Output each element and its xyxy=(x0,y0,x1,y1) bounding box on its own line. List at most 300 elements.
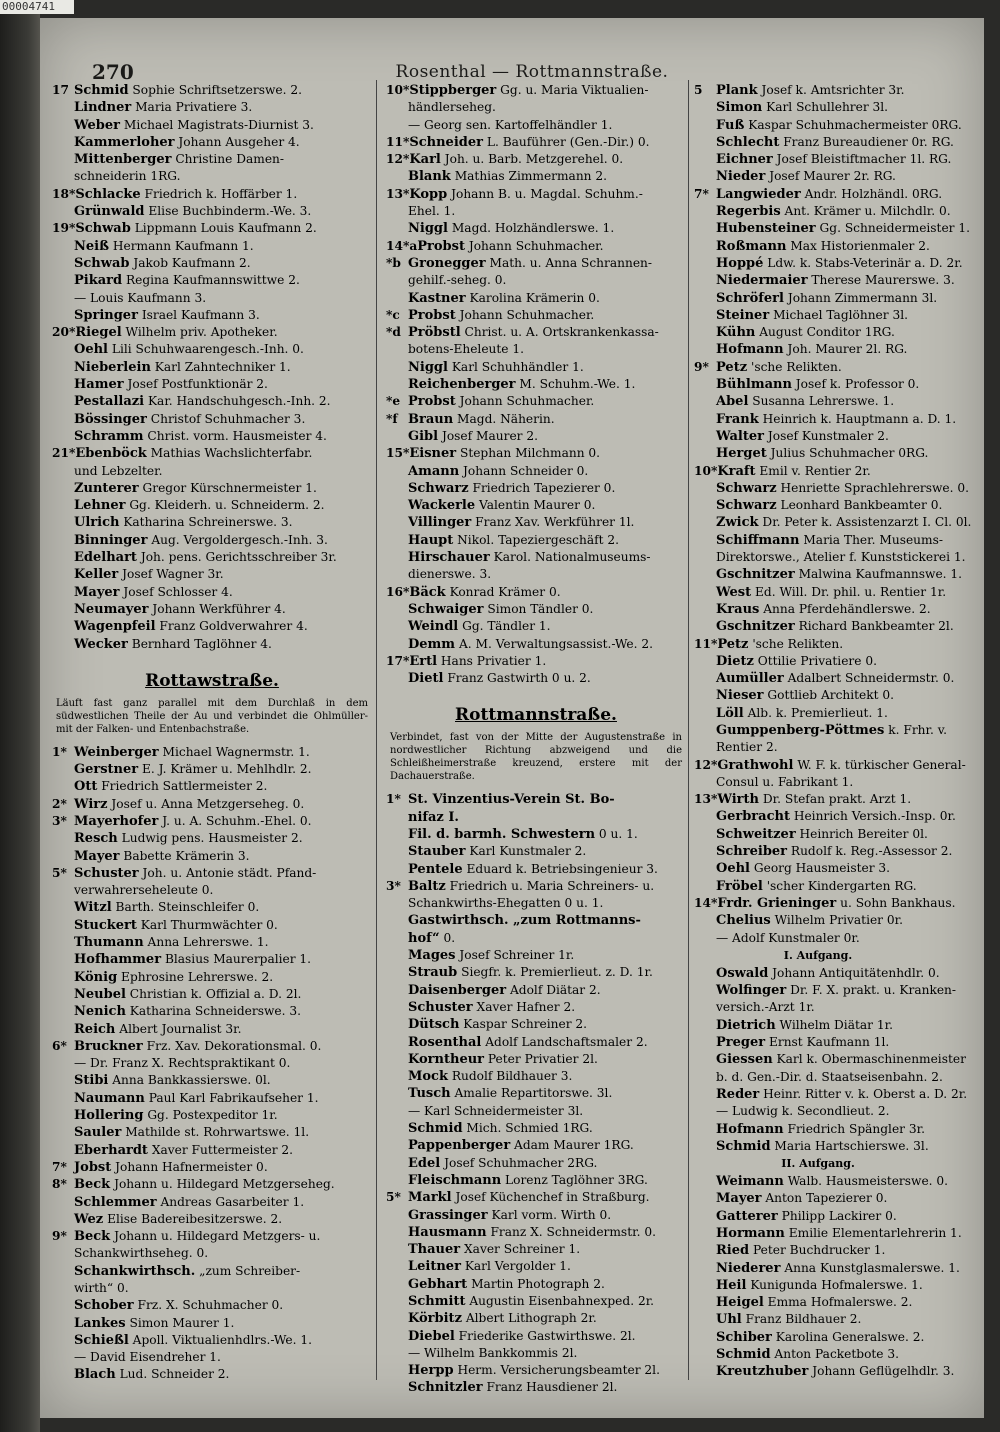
directory-entry xyxy=(52,1366,372,1383)
directory-entry xyxy=(52,1090,372,1107)
resident-details: Ephrosine Lehrerswe. 2. xyxy=(121,969,274,984)
directory-entry xyxy=(694,860,942,877)
resident-details: wirth“ 0. xyxy=(74,1281,129,1295)
resident-surname: Rosenthal xyxy=(408,1034,482,1050)
directory-entry xyxy=(386,930,686,947)
directory-entry xyxy=(52,865,372,882)
resident-surname: Neubel xyxy=(74,986,126,1002)
column-middle xyxy=(386,82,686,1397)
resident-surname: Edelhart xyxy=(74,550,137,566)
directory-entry xyxy=(694,532,942,549)
resident-details: Josef Schuhmacher 2RG. xyxy=(444,1155,598,1170)
house-number: 5* xyxy=(52,865,67,880)
directory-entry xyxy=(52,761,372,778)
directory-entry xyxy=(386,1051,686,1068)
resident-details: Peter Buchdrucker 1. xyxy=(752,1243,886,1258)
directory-entry xyxy=(52,307,372,324)
resident-details: Henriette Sprachlehrerswe. 0. xyxy=(780,480,970,495)
resident-surname: Bäck xyxy=(409,584,446,600)
directory-entry xyxy=(52,566,372,583)
directory-entry xyxy=(694,878,942,895)
resident-surname: Regerbis xyxy=(716,204,781,220)
directory-entry xyxy=(386,999,686,1016)
resident-details: Joh. u. Antonie städt. Pfand- xyxy=(142,865,317,880)
directory-entry xyxy=(386,238,686,255)
resident-details: Adalbert Schneidermstr. 0. xyxy=(787,671,955,686)
resident-details: Georg Hausmeister 3. xyxy=(753,861,891,876)
resident-surname: Gumppenberg-Pöttmes xyxy=(716,722,885,738)
directory-entry xyxy=(694,272,955,289)
resident-details: b. d. Gen.-Dir. d. Staatseisenbahn. 2. xyxy=(716,1069,943,1084)
resident-surname: Walter xyxy=(716,428,764,444)
resident-details: Magd. Holzhändlerswe. 1. xyxy=(451,221,615,236)
entry-list xyxy=(694,82,972,1381)
resident-surname: Gerbracht xyxy=(716,809,790,825)
resident-details: Emilie Elementarlehrerin 1. xyxy=(788,1226,962,1240)
entry-list xyxy=(52,744,372,1384)
directory-entry xyxy=(52,899,372,916)
directory-entry xyxy=(694,1277,942,1294)
directory-entry xyxy=(694,480,970,497)
directory-entry xyxy=(52,951,372,968)
resident-surname: Stibi xyxy=(74,1073,109,1089)
resident-details: verwahrerseheleute 0. xyxy=(74,883,214,898)
resident-details: Katharina Schreinerswe. 3. xyxy=(123,515,293,530)
resident-surname: Gatterer xyxy=(716,1208,778,1224)
resident-surname: Oehl xyxy=(74,342,108,358)
directory-entry xyxy=(52,796,372,813)
directory-entry xyxy=(694,722,948,739)
resident-surname: Zunterer xyxy=(74,480,139,496)
directory-entry xyxy=(694,653,942,670)
resident-details: Hermann Kaufmann 1. xyxy=(112,238,254,253)
resident-surname: Petz xyxy=(717,636,749,652)
resident-details: Heinrich Versich.-Insp. 0r. xyxy=(793,809,956,824)
directory-entry xyxy=(386,220,686,237)
resident-details: Lippmann Louis Kaufmann 2. xyxy=(134,221,317,236)
resident-details: Sophie Schriftsetzerswe. 2. xyxy=(132,83,302,97)
resident-details: Karolina Krämerin 0. xyxy=(469,290,600,305)
resident-surname: Schmid xyxy=(74,83,129,98)
directory-entry xyxy=(386,1379,686,1396)
resident-surname: Mayer xyxy=(74,584,120,600)
directory-entry xyxy=(386,117,686,134)
resident-surname: Schuster xyxy=(408,999,473,1015)
directory-entry xyxy=(52,1072,372,1089)
directory-entry xyxy=(694,186,942,203)
directory-entry xyxy=(52,848,372,865)
resident-details: Ldw. k. Stabs-Veterinär a. D. 2r. xyxy=(767,255,963,270)
resident-details: Christof Schuhmacher 3. xyxy=(150,411,306,426)
section-title: Rottmannstraße. xyxy=(455,705,617,726)
directory-entry xyxy=(694,1069,942,1086)
directory-entry xyxy=(52,813,372,830)
resident-surname: Beck xyxy=(74,1177,111,1193)
resident-details: Josef Postfunktionär 2. xyxy=(127,377,268,392)
resident-details: 0. xyxy=(443,930,456,945)
resident-surname: Fuß xyxy=(716,117,745,133)
resident-surname: Löll xyxy=(716,705,744,721)
house-number: 3* xyxy=(52,813,67,828)
resident-details: Gottlieb Architekt 0. xyxy=(767,688,895,703)
resident-details: Mathias Zimmermann 2. xyxy=(454,169,608,184)
directory-entry xyxy=(52,1280,372,1297)
resident-surname: Ried xyxy=(716,1243,750,1259)
resident-surname: Schlemmer xyxy=(74,1194,157,1210)
resident-surname: Hollering xyxy=(74,1108,144,1124)
resident-details: Simon Tändler 0. xyxy=(487,601,594,616)
directory-entry xyxy=(52,986,372,1003)
directory-entry xyxy=(386,1258,686,1275)
directory-entry xyxy=(386,168,686,185)
resident-details: Johann B. u. Magdal. Schuhm.- xyxy=(451,186,643,201)
directory-entry xyxy=(694,134,954,151)
directory-entry xyxy=(694,982,957,999)
directory-entry xyxy=(386,324,686,341)
house-number: *e xyxy=(386,394,401,409)
directory-entry xyxy=(52,1332,372,1349)
resident-surname: Schmitt xyxy=(408,1294,466,1309)
resident-details: Gg. Tändler 1. xyxy=(462,619,551,634)
resident-details: Aug. Vergoldergesch.-Inh. 3. xyxy=(151,532,328,547)
directory-entry xyxy=(386,1310,686,1327)
directory-entry xyxy=(386,290,686,307)
house-number: 6* xyxy=(52,1038,67,1053)
column-right xyxy=(694,82,972,1381)
resident-surname: Baltz xyxy=(408,878,446,894)
directory-entry xyxy=(694,82,942,99)
directory-entry xyxy=(386,895,686,912)
directory-entry xyxy=(52,1038,372,1055)
resident-surname: Schwaiger xyxy=(408,601,484,617)
resident-surname: Zwick xyxy=(716,515,759,531)
resident-details: Josef Schlosser 4. xyxy=(123,584,233,599)
directory-entry xyxy=(694,117,962,134)
entry-list xyxy=(386,791,686,1396)
resident-surname: Eisner xyxy=(409,446,457,462)
resident-surname: Kreutzhuber xyxy=(716,1364,809,1380)
directory-entry xyxy=(694,307,942,324)
house-number: 5* xyxy=(386,1190,401,1205)
resident-surname: Neiß xyxy=(74,238,109,254)
resident-details: Andreas Gasarbeiter 1. xyxy=(160,1194,305,1209)
resident-surname: Gschnitzer xyxy=(716,567,795,583)
resident-details: Christ. vorm. Hausmeister 4. xyxy=(147,428,327,443)
resident-surname: Eberhardt xyxy=(74,1142,148,1158)
resident-surname: Springer xyxy=(74,307,138,323)
resident-details: Augustin Eisenbahnexped. 2r. xyxy=(469,1294,655,1308)
resident-surname: Korntheur xyxy=(408,1051,485,1067)
house-number: 9* xyxy=(694,359,709,374)
directory-entry xyxy=(386,964,686,981)
directory-entry xyxy=(694,514,972,531)
resident-details: Richard Bankbeamter 2l. xyxy=(798,619,954,634)
directory-entry xyxy=(694,1086,968,1103)
resident-details: Gregor Kürschnermeister 1. xyxy=(142,480,317,495)
directory-entry xyxy=(694,393,942,410)
directory-entry xyxy=(52,1021,372,1038)
resident-details: Franz Xav. Werkführer 1l. xyxy=(475,515,635,530)
resident-details: Johann Schuhmacher. xyxy=(468,238,604,253)
resident-details: Karl vorm. Wirth 0. xyxy=(491,1207,612,1222)
directory-entry xyxy=(52,341,372,358)
house-number: 8* xyxy=(52,1177,67,1192)
resident-surname: Jobst xyxy=(74,1159,112,1175)
resident-details: Ottilie Privatiere 0. xyxy=(757,653,877,668)
resident-surname: Grassinger xyxy=(408,1207,488,1223)
resident-surname: Chelius xyxy=(716,913,771,929)
directory-entry xyxy=(386,134,686,151)
resident-surname: Wecker xyxy=(74,636,128,652)
directory-entry xyxy=(386,878,686,895)
directory-entry xyxy=(694,705,942,722)
resident-details: Karl Kunstmaler 2. xyxy=(469,844,587,859)
resident-details: Kaspar Schreiner 2. xyxy=(463,1017,588,1032)
resident-details: Hans Privatier 1. xyxy=(440,653,547,668)
resident-details: Christine Damen- xyxy=(175,152,285,167)
resident-details: M. Schuhm.-We. 1. xyxy=(519,377,636,392)
directory-entry xyxy=(386,151,686,168)
directory-entry xyxy=(52,203,372,220)
house-number: 18* xyxy=(52,186,76,201)
directory-entry xyxy=(386,843,686,860)
resident-details: Walb. Hausmeisterswe. 0. xyxy=(787,1174,949,1189)
directory-entry xyxy=(694,965,942,982)
resident-surname: Thauer xyxy=(408,1242,461,1258)
directory-entry xyxy=(386,99,686,116)
directory-entry xyxy=(694,203,951,220)
directory-entry xyxy=(386,1120,686,1137)
directory-entry xyxy=(386,1328,686,1345)
entry-list xyxy=(386,82,686,687)
directory-entry xyxy=(386,1241,686,1258)
resident-details: Rudolf k. Reg.-Assessor 2. xyxy=(790,844,953,859)
resident-details: Michael Wagnermstr. 1. xyxy=(162,744,310,759)
directory-entry xyxy=(694,670,955,687)
house-number: *b xyxy=(386,255,401,270)
resident-surname: Villinger xyxy=(408,515,472,531)
resident-surname: Mayer xyxy=(74,848,120,864)
directory-entry xyxy=(52,255,372,272)
resident-details: Heinr. Ritter v. k. Oberst a. D. 2r. xyxy=(763,1086,968,1101)
resident-surname: Schmid xyxy=(716,1138,771,1154)
resident-details: Josef Kunstmaler 2. xyxy=(767,428,889,443)
resident-details: Johann Schuhmacher. xyxy=(459,307,595,322)
resident-surname: Schramm xyxy=(74,428,144,444)
resident-surname: Dietl xyxy=(408,671,444,687)
resident-surname: Blach xyxy=(74,1367,116,1383)
resident-details: „zum Schreiber- xyxy=(199,1263,301,1278)
resident-surname: Pappenberger xyxy=(408,1138,511,1154)
resident-details: Lili Schuhwaarengesch.-Inh. 0. xyxy=(111,342,304,357)
directory-entry xyxy=(52,969,372,986)
resident-surname: Hausmann xyxy=(408,1224,487,1240)
resident-surname: Herget xyxy=(716,446,767,462)
directory-entry xyxy=(386,791,686,808)
book-binding xyxy=(0,0,40,1432)
resident-surname: Neumayer xyxy=(74,601,149,617)
house-number: 2* xyxy=(52,796,67,811)
resident-surname: Wackerle xyxy=(408,498,476,514)
resident-details: Ludwig pens. Hausmeister 2. xyxy=(121,831,303,846)
house-number: 15* xyxy=(386,446,410,461)
house-number: 7* xyxy=(52,1159,67,1174)
resident-details: Josef k. Professor 0. xyxy=(795,377,920,392)
directory-entry xyxy=(52,1211,372,1228)
directory-entry xyxy=(52,1124,372,1141)
resident-details: Andr. Holzhändl. 0RG. xyxy=(804,186,943,201)
resident-surname: Reich xyxy=(74,1021,116,1037)
house-number: 5 xyxy=(694,83,703,97)
directory-entry xyxy=(694,376,942,393)
resident-surname: Wirz xyxy=(74,796,108,812)
directory-entry xyxy=(694,1294,942,1311)
directory-entry xyxy=(386,618,686,635)
resident-details: Friedrich Tapezierer 0. xyxy=(472,480,616,495)
resident-details: Emma Hofmalerswe. 2. xyxy=(767,1295,913,1310)
directory-entry xyxy=(386,514,686,531)
directory-entry xyxy=(386,653,686,670)
resident-surname: Hofmann xyxy=(716,342,784,358)
resident-details: Jakob Kaufmann 2. xyxy=(133,255,251,270)
resident-details: Anton Tapezierer 0. xyxy=(765,1191,888,1206)
resident-surname: Nenich xyxy=(74,1004,126,1020)
directory-entry xyxy=(52,134,372,151)
directory-entry xyxy=(52,445,372,462)
resident-surname: Sauler xyxy=(74,1125,122,1141)
directory-entry xyxy=(386,428,686,445)
directory-entry xyxy=(694,168,942,185)
directory-entry xyxy=(52,99,372,116)
directory-entry xyxy=(694,1190,942,1207)
resident-surname: Binninger xyxy=(74,532,148,548)
resident-surname: Schnitzler xyxy=(408,1380,483,1396)
resident-surname: Mock xyxy=(408,1069,448,1085)
directory-entry xyxy=(694,636,942,653)
resident-details: J. u. A. Schuhm.-Ehel. 0. xyxy=(162,813,312,828)
house-number: 3* xyxy=(386,878,401,893)
resident-details: — Karl Schneidermeister 3l. xyxy=(408,1103,584,1118)
resident-details: Michael Magistrats-Diurnist 3. xyxy=(123,117,314,132)
resident-surname: Weimann xyxy=(716,1174,784,1190)
resident-surname: Witzl xyxy=(74,900,112,916)
resident-surname: Oswald xyxy=(716,965,769,981)
resident-surname: Kammerloher xyxy=(74,134,175,150)
resident-details: Magd. Näherin. xyxy=(457,411,555,426)
resident-details: Johann u. Hildegard Metzgers- u. xyxy=(114,1229,321,1244)
resident-surname: Schmid xyxy=(716,1347,771,1363)
resident-surname: Nieser xyxy=(716,688,764,704)
resident-details: Franz Goldverwahrer 4. xyxy=(159,619,308,634)
resident-surname: Amann xyxy=(408,463,460,479)
sub-heading: II. Aufgang. xyxy=(781,1157,855,1171)
resident-details: Anton Packetbote 3. xyxy=(774,1347,900,1362)
resident-surname: Nieberlein xyxy=(74,359,151,375)
directory-entry xyxy=(694,497,942,514)
resident-details: Dr. F. X. prakt. u. Kranken- xyxy=(790,983,957,998)
directory-entry xyxy=(52,882,372,899)
directory-entry xyxy=(694,618,954,635)
resident-surname: Schwarz xyxy=(716,480,777,496)
house-number: 12* xyxy=(386,152,410,167)
resident-details: Frz. X. Schuhmacher 0. xyxy=(137,1298,284,1313)
directory-entry xyxy=(694,826,942,843)
resident-surname: Kühn xyxy=(716,325,756,341)
directory-entry xyxy=(52,376,372,393)
directory-entry xyxy=(386,1034,686,1051)
resident-details: Leonhard Bankbeamter 0. xyxy=(780,498,943,513)
resident-details: Schankwirthseheg. 0. xyxy=(74,1246,209,1261)
resident-surname: Bössinger xyxy=(74,411,147,427)
directory-entry xyxy=(694,1173,949,1190)
directory-entry xyxy=(386,480,686,497)
house-number: *f xyxy=(386,411,398,426)
resident-surname: Bühlmann xyxy=(716,377,792,393)
resident-surname: Hofmann xyxy=(716,1121,784,1137)
directory-entry xyxy=(386,1103,686,1120)
resident-surname: Markl xyxy=(408,1190,452,1206)
resident-details: Josef Maurer 2. xyxy=(441,428,538,443)
resident-surname: Schuster xyxy=(74,865,139,881)
resident-details: Karl Thurmwächter 0. xyxy=(140,917,278,932)
resident-details: botens-Eheleute 1. xyxy=(408,342,525,357)
resident-details: Xaver Futtermeister 2. xyxy=(151,1142,294,1157)
resident-details: Franz X. Schneidermstr. 0. xyxy=(490,1224,656,1239)
resident-surname: Dietz xyxy=(716,653,754,669)
resident-details: 0 u. 1. xyxy=(598,826,638,841)
directory-entry xyxy=(694,151,952,168)
directory-entry xyxy=(386,411,686,428)
resident-surname: Niggl xyxy=(408,221,448,237)
directory-entry xyxy=(694,549,966,566)
resident-surname: Lehner xyxy=(74,498,126,514)
resident-details: händlerseheg. xyxy=(408,100,496,115)
resident-details: Kaspar Schuhmachermeister 0RG. xyxy=(748,117,962,132)
directory-entry xyxy=(52,186,372,203)
house-number: 19* xyxy=(52,221,76,236)
directory-entry xyxy=(386,809,686,826)
directory-entry xyxy=(694,220,971,237)
resident-details: Julius Schuhmacher 0RG. xyxy=(770,446,929,461)
directory-entry xyxy=(386,1224,686,1241)
resident-surname: Probst xyxy=(408,394,456,410)
resident-details: Mich. Schmied 1RG. xyxy=(466,1121,593,1136)
resident-details: Schankwirths-Ehegatten 0 u. 1. xyxy=(408,896,604,911)
directory-entry xyxy=(386,341,686,358)
resident-surname: Reichenberger xyxy=(408,377,516,393)
resident-details: Mathias Wachslichterfabr. xyxy=(150,446,313,461)
resident-surname: Stauber xyxy=(408,844,466,860)
resident-surname: Gronegger xyxy=(408,255,486,271)
column-left xyxy=(52,82,372,1384)
directory-entry xyxy=(52,1003,372,1020)
house-number: 17* xyxy=(386,653,410,668)
resident-details: Johann Antiquitätenhdlr. 0. xyxy=(772,965,940,980)
resident-surname: Grünwald xyxy=(74,204,145,220)
resident-details: Barth. Steinschleifer 0. xyxy=(115,900,260,915)
directory-entry xyxy=(52,324,372,341)
resident-details: Adolf Landschaftsmaler 2. xyxy=(485,1034,648,1049)
resident-details: Consul u. Fabrikant 1. xyxy=(716,774,854,789)
resident-surname: Schober xyxy=(74,1298,134,1314)
resident-details: Karl Schuhhändler 1. xyxy=(451,359,584,374)
directory-entry xyxy=(386,186,686,203)
resident-details: Ehel. 1. xyxy=(408,204,456,219)
resident-details: Siegfr. k. Premierlieut. z. D. 1r. xyxy=(461,965,653,980)
section-title: Rottawstraße. xyxy=(145,670,279,691)
resident-surname: Fil. d. barmh. Schwestern xyxy=(408,826,596,842)
resident-details: L. Bauführer (Gen.-Dir.) 0. xyxy=(486,134,650,149)
